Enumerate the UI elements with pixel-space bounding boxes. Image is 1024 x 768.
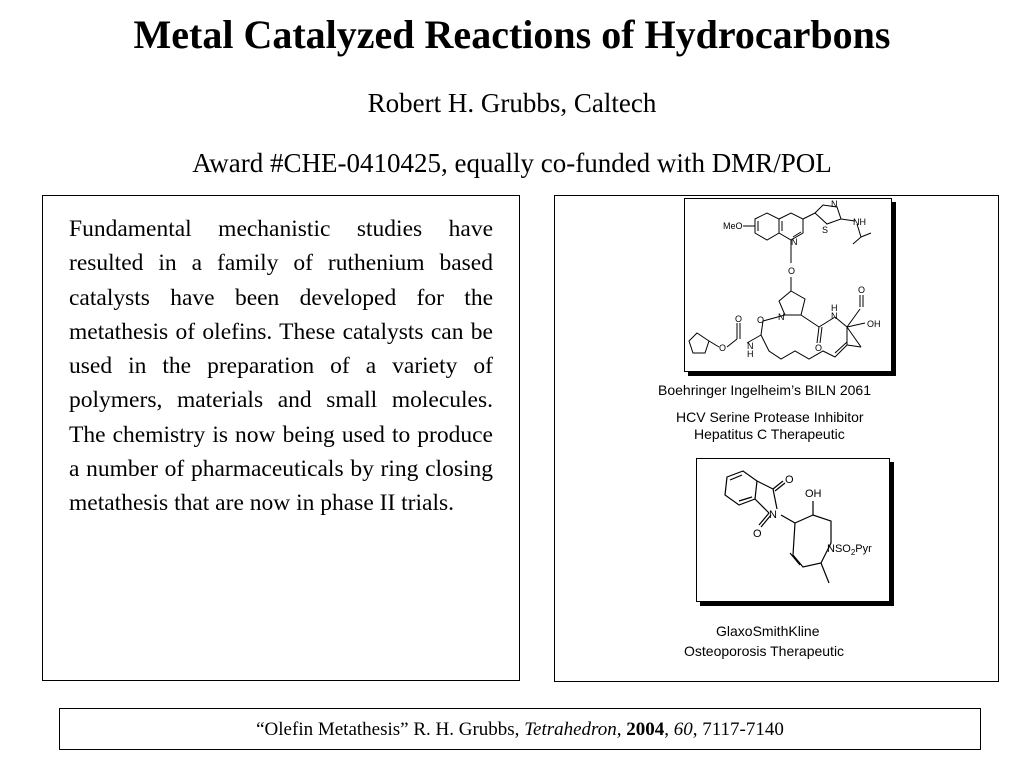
reference-citation: “Olefin Metathesis” R. H. Grubbs, Tetrahedron, 2004, 60, 7117-7140: [256, 719, 784, 740]
atom-label-meo: MeO: [723, 221, 743, 231]
atom-label-n-imide: N: [769, 509, 777, 521]
atom-label-n-amide: N: [831, 311, 838, 321]
atom-label-oh: OH: [805, 488, 822, 500]
biln-caption-line2: HCV Serine Protease Inhibitor: [676, 409, 864, 425]
atom-label-o-top-left: O: [757, 315, 765, 325]
reference-year: 2004: [626, 719, 665, 740]
atom-label-n-carbamate: N: [747, 341, 754, 351]
biln-2061-drawing: [685, 199, 891, 371]
atom-label-nh-thiazole: NH: [853, 217, 866, 227]
slide-title: Metal Catalyzed Reactions of Hydrocarbons: [133, 12, 891, 57]
atom-label-nso2pyr: $NSO_2Pyr$: [827, 543, 872, 557]
reference-prefix: “Olefin Metathesis” R. H. Grubbs,: [256, 719, 525, 740]
atom-label-n-ring: N: [778, 312, 785, 322]
author-line: Robert H. Grubbs, Caltech: [367, 88, 657, 118]
reference-pages: , 7117-7140: [692, 719, 784, 740]
image-panel: [554, 195, 999, 682]
atom-label-n-thiazole: N: [831, 199, 838, 209]
gsk-caption-line1: GlaxoSmithKline: [716, 623, 820, 639]
text-panel: [42, 195, 520, 681]
biln-caption-line1: Boehringer Ingelheim’s BILN 2061: [658, 382, 871, 398]
atom-label-o-acid: O: [858, 285, 866, 295]
atom-label-o-carbonyl: O: [815, 343, 823, 353]
atom-label-h-amide: H: [831, 303, 838, 313]
atom-label-o-bottom: O: [753, 528, 762, 540]
reference-volume: 60: [673, 719, 693, 740]
award-line: Award #CHE-0410425, equally co-funded with DMR/POL: [192, 148, 832, 178]
atom-label-h-carbamate: H: [747, 349, 754, 359]
gsk-drawing: [697, 459, 889, 601]
atom-label-oh-acid: OH: [867, 319, 881, 329]
reference-journal: Tetrahedron,: [524, 719, 622, 740]
atom-label-o-carbamate-2: O: [719, 343, 727, 353]
atom-label-s-thiazole: S: [822, 225, 829, 235]
atom-label-o-top: O: [785, 474, 794, 486]
reference-box: [59, 708, 981, 750]
biln-caption-line3: Hepatitus C Therapeutic: [694, 426, 845, 442]
atom-label-o-ether: O: [788, 266, 796, 276]
atom-label-o-carbamate-1: O: [735, 314, 743, 324]
biln-2061-structure: [684, 198, 892, 372]
gsk-caption-line2: Osteoporosis Therapeutic: [684, 643, 845, 659]
body-text: Fundamental mechanistic studies have resulted in a family of ruthenium based catalysts have been developed for the metathesis of olefins. These catalysts can be used in the preparation of a variety of polymers, materials and small molecules. The chemistry is now being used to produce a number of pharmaceuticals by ring closing metathesis that are now in phase II trials.: [69, 216, 493, 517]
atom-label-n-quinoline: N: [791, 237, 798, 247]
gsk-structure: [696, 458, 890, 602]
